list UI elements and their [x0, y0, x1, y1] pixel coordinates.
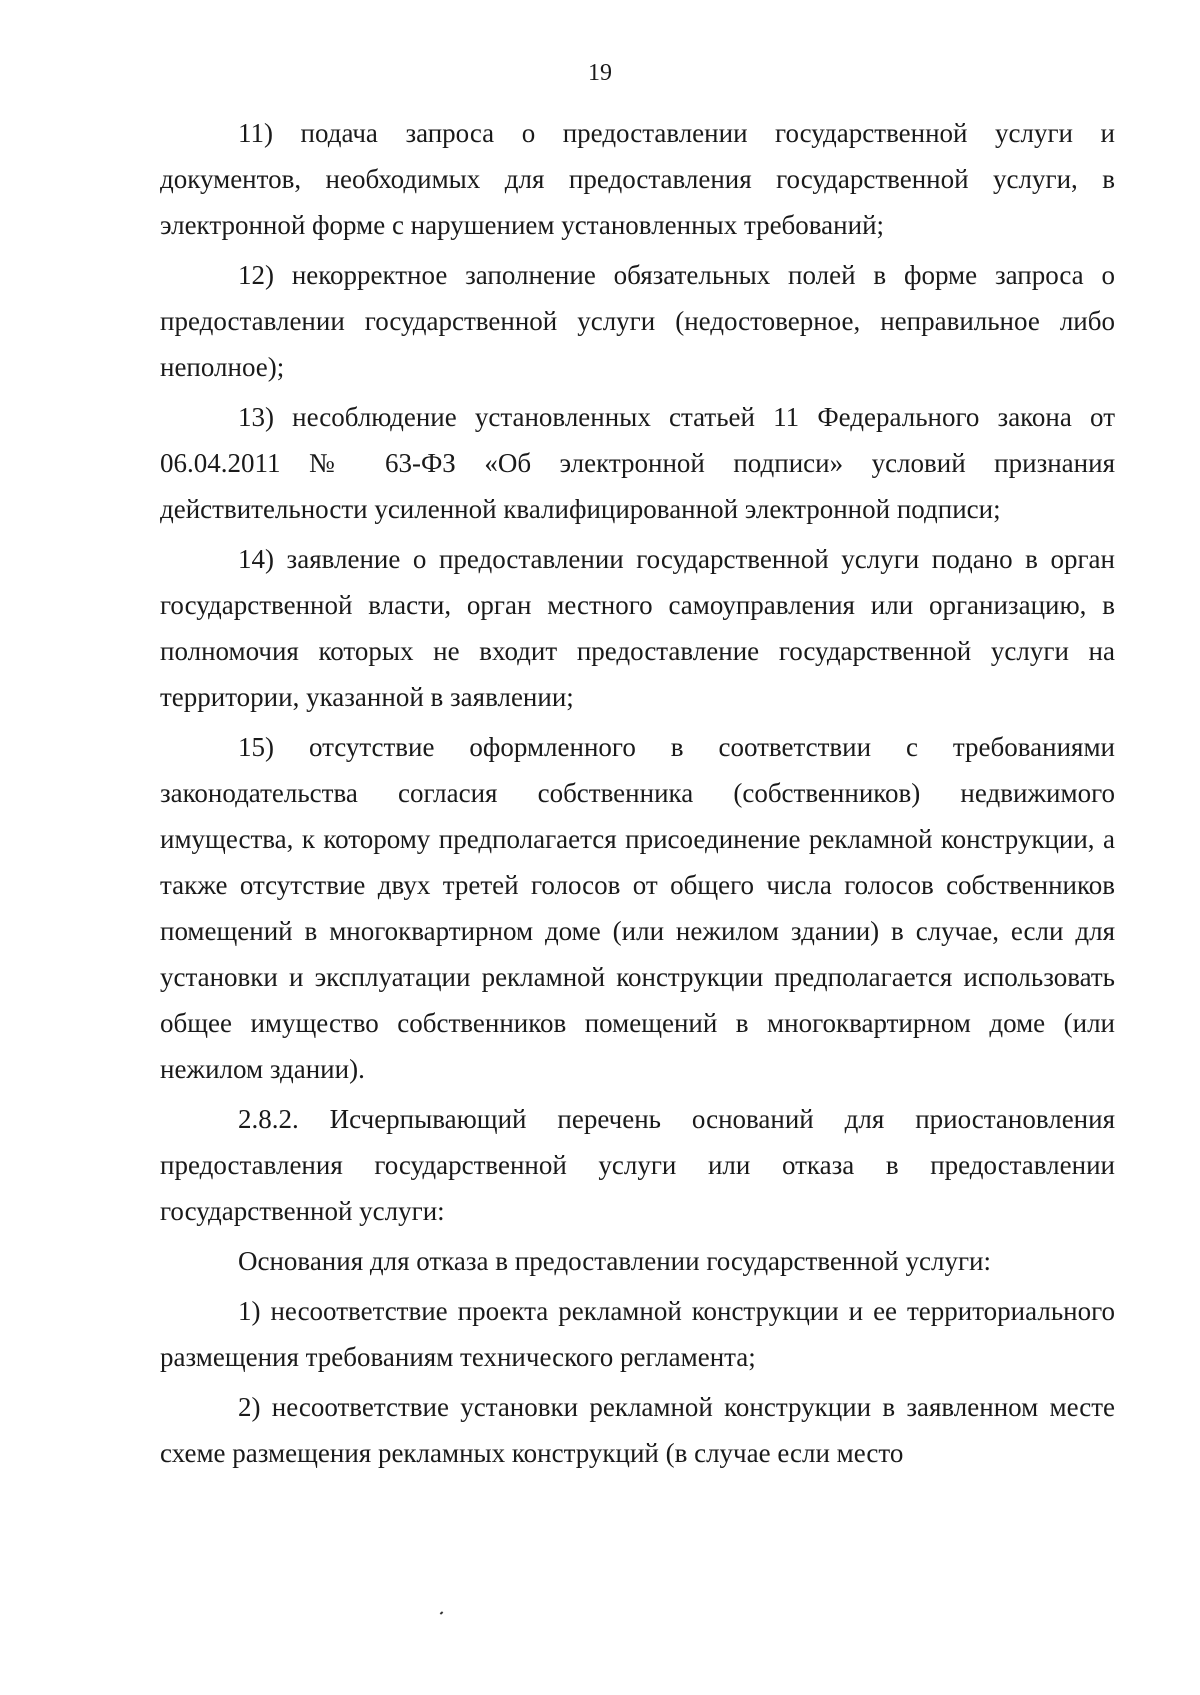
paragraph-refusal-item-1: 1) несоответствие проекта рекламной конструкции и ее территориального размещения требованиям технического регламента; — [160, 1296, 1115, 1372]
paragraph-refusal-item-2: 2) несоответствие установки рекламной конструкции в заявленном месте схеме размещения рекламных конструкций (в случае если место — [160, 1392, 1115, 1468]
paragraph-item-12: 12) некорректное заполнение обязательных полей в форме запроса о предоставлении государственной услуги (недостоверное, неправильное либо неполное); — [160, 260, 1115, 382]
document-body — [160, 110, 1115, 1476]
page-number: 19 — [588, 60, 612, 86]
paragraph-item-14: 14) заявление о предоставлении государственной услуги подано в орган государственной власти, орган местного самоуправления или организацию, в полномочия которых не входит предоставление государственной услуги на территории, указанной в заявлении; — [160, 544, 1115, 712]
paragraph-refusal-grounds-heading: Основания для отказа в предоставлении государственной услуги: — [238, 1246, 991, 1276]
paragraph-item-13: 13) несоблюдение установленных статьей 11 Федерального закона от 06.04.2011 № 63-ФЗ «Об электронной подписи» условий признания действительности усиленной квалифицированной электронной подписи; — [160, 402, 1115, 524]
scan-speck — [440, 1611, 444, 1614]
paragraph-section-2-8-2: 2.8.2. Исчерпывающий перечень оснований для приостановления предоставления государственной услуги или отказа в предоставлении государственной услуги: — [160, 1104, 1115, 1226]
paragraph-item-15: 15) отсутствие оформленного в соответствии с требованиями законодательства согласия собственника (собственников) недвижимого имущества, к которому предполагается присоединение рекламной конструкции, а также отсутствие двух третей голосов от общего числа голосов собственников помещений в многоквартирном доме (или нежилом здании) в случае, если для установки и эксплуатации рекламной конструкции предполагается использовать общее имущество собственников помещений в многоквартирном доме (или нежилом здании). — [160, 732, 1115, 1084]
paragraph-item-11: 11) подача запроса о предоставлении государственной услуги и документов, необходимых для предоставления государственной услуги, в электронной форме с нарушением установленных требований; — [160, 118, 1115, 240]
